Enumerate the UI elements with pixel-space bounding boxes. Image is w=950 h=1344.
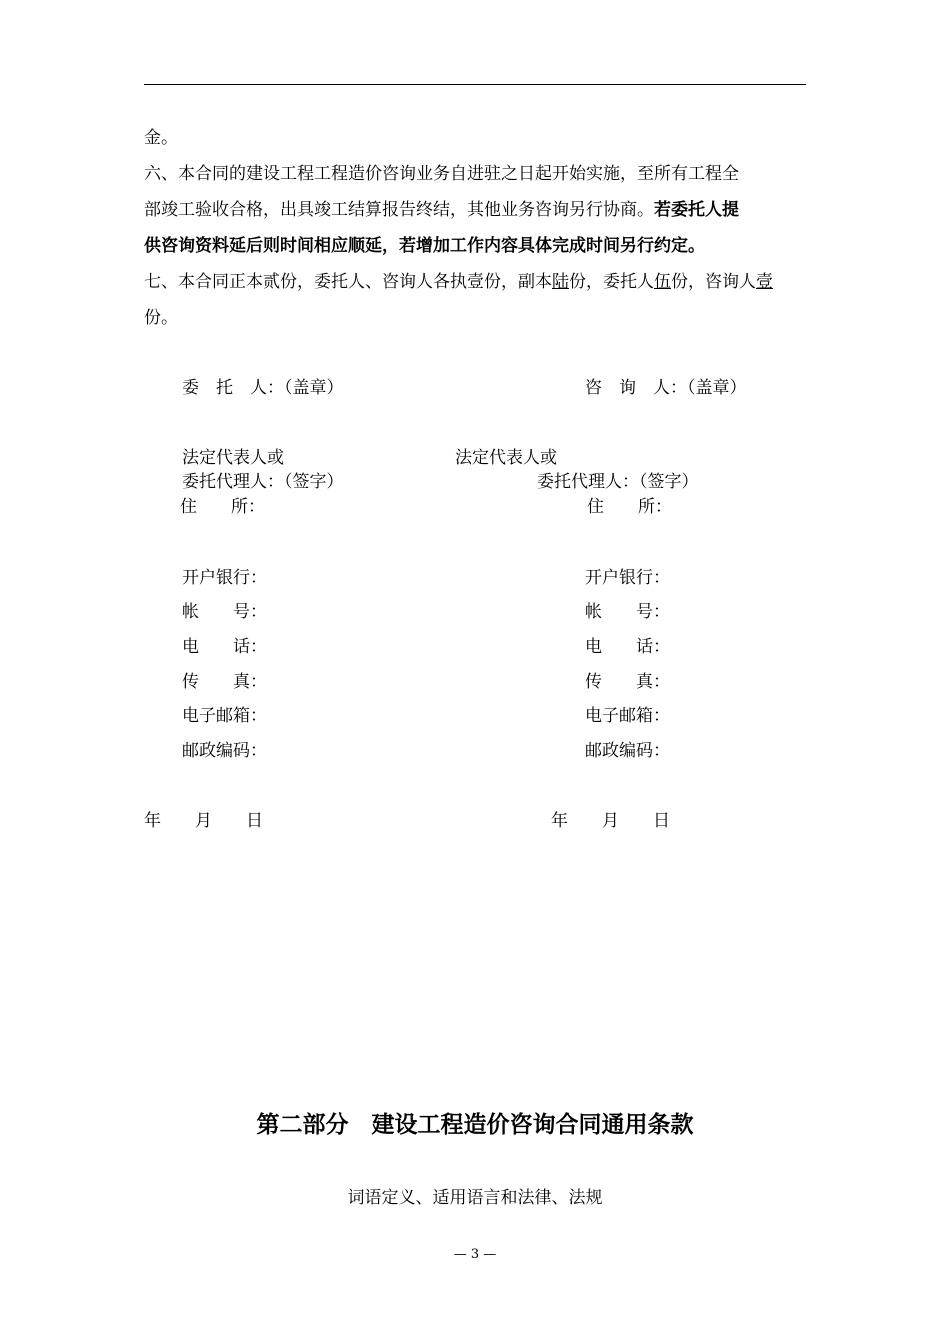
- clause-bold-text: 若委托人提: [654, 200, 739, 220]
- client-rep-label-1: 法定代表人或: [182, 448, 284, 468]
- client-fax-label: 传 真：: [182, 672, 267, 692]
- section-subtitle: 词语定义、适用语言和法律、法规: [347, 1188, 603, 1208]
- clause-continuation: [144, 120, 806, 156]
- consultant-rep-label-2: 委托代理人：（签字）: [537, 472, 699, 492]
- clause-text: 六、本合同的建设工程工程造价咨询业务自进驻之日起开始实施，至所有工程全: [144, 164, 739, 184]
- clause-text: 份，委托人: [569, 272, 654, 292]
- client-rep-label-2: 委托代理人：（签字）: [182, 472, 344, 492]
- consultant-postcode-label: 邮政编码：: [585, 741, 670, 761]
- consultant-rep-label-1: 法定代表人或: [455, 448, 557, 468]
- page-number: — 3 —: [453, 1247, 497, 1262]
- consultant-email-label: 电子邮箱：: [585, 706, 670, 726]
- clause-bold-text: 供咨询资料延后则时间相应顺延，若增加工作内容具体完成时间另行约定。: [144, 236, 705, 256]
- clause-text: 金。: [144, 128, 178, 148]
- clause-seven-line-2: [144, 300, 806, 336]
- copies-total: 陆: [552, 272, 569, 292]
- client-party-label: 委 托 人：（盖章）: [182, 378, 344, 398]
- client-bank-label: 开户银行：: [182, 568, 267, 588]
- clause-text: 部竣工验收合格，出具竣工结算报告终结，其他业务咨询另行协商。: [144, 200, 654, 220]
- consultant-account-label: 帐 号：: [585, 602, 670, 622]
- client-date-label: 年 月 日: [144, 811, 263, 831]
- clause-text: 份，咨询人: [671, 272, 756, 292]
- clause-six-line-3: [144, 228, 806, 264]
- clause-text: 份。: [144, 308, 178, 328]
- clause-seven-line-1: [144, 264, 806, 300]
- section-title: 第二部分 建设工程造价咨询合同通用条款: [256, 1112, 694, 1138]
- consultant-phone-label: 电 话：: [585, 637, 670, 657]
- clause-six-line-2: [144, 192, 806, 228]
- consultant-fax-label: 传 真：: [585, 672, 670, 692]
- client-account-label: 帐 号：: [182, 602, 267, 622]
- consultant-date-label: 年 月 日: [551, 811, 670, 831]
- copies-consultant: 壹: [756, 272, 773, 292]
- client-email-label: 电子邮箱：: [182, 706, 267, 726]
- client-postcode-label: 邮政编码：: [182, 741, 267, 761]
- clause-text: 七、本合同正本贰份，委托人、咨询人各执壹份，副本: [144, 272, 552, 292]
- copies-client: 伍: [654, 272, 671, 292]
- clause-six-line-1: [144, 156, 806, 192]
- client-phone-label: 电 话：: [182, 637, 267, 657]
- consultant-address-label: 住 所：: [587, 497, 672, 517]
- client-address-label: 住 所：: [180, 497, 265, 517]
- header-rule: [144, 84, 806, 85]
- consultant-party-label: 咨 询 人：（盖章）: [585, 378, 747, 398]
- consultant-bank-label: 开户银行：: [585, 568, 670, 588]
